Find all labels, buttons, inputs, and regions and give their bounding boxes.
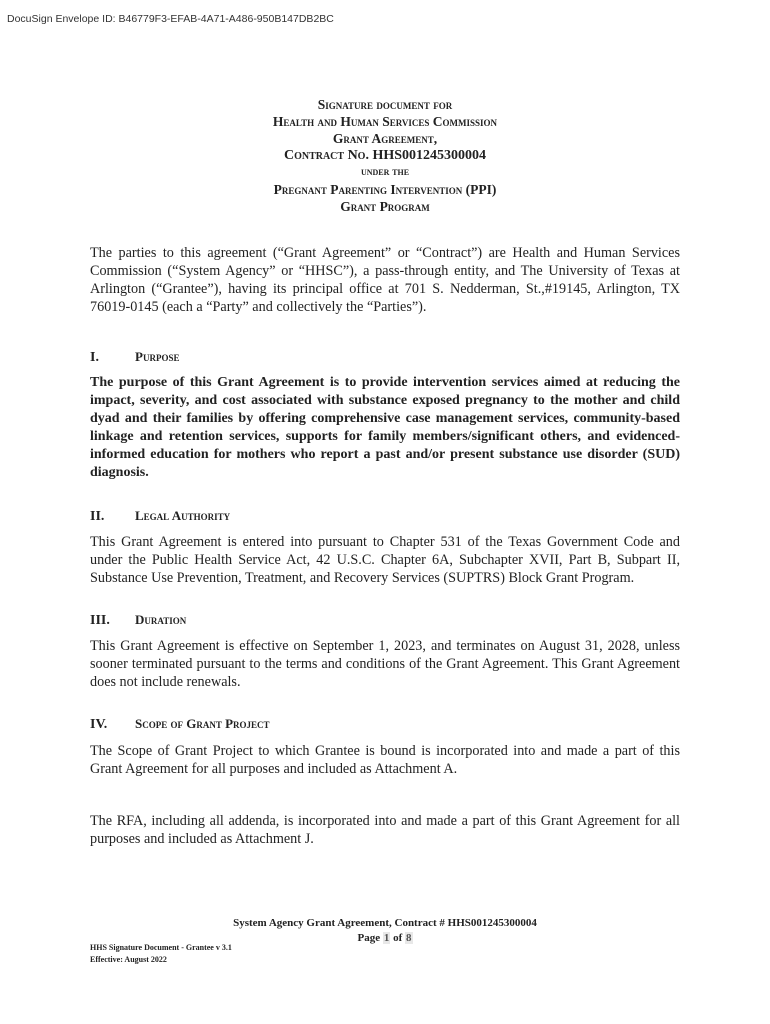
doc-version: HHS Signature Document - Grantee v 3.1: [90, 943, 232, 952]
footer-contract-line: System Agency Grant Agreement, Contract # HHS001245300004: [233, 917, 537, 929]
title-line-2: Health and Human Services Commission: [272, 114, 498, 129]
section-heading-legal-authority: [90, 508, 230, 525]
scope-paragraph-2: The RFA, including all addenda, is incorporated into and made a part of this Grant Agreement for all purposes and included as Attachment J.: [90, 813, 680, 847]
section-number: III.: [90, 613, 110, 628]
section-label: Scope of Grant Project: [135, 716, 270, 731]
scope-paragraph-1: The Scope of Grant Project to which Grantee is bound is incorporated into and made a part of this Grant Agreement for all purposes and included as Attachment A.: [90, 743, 680, 777]
section-number: IV.: [90, 717, 108, 732]
page-prefix: Page: [357, 932, 381, 944]
duration-paragraph: This Grant Agreement is effective on September 1, 2023, and terminates on August 31, 2028, unless sooner terminated pursuant to the terms and conditions of the Grant Agreement. This Grant Agreement does not include renewals.: [90, 638, 680, 690]
title-line-3: Grant Agreement,: [332, 131, 438, 146]
title-line-7: Grant Program: [340, 199, 430, 214]
section-heading-scope: [90, 716, 270, 733]
page-of: of: [393, 932, 403, 944]
page-current: 1: [383, 932, 390, 944]
effective-date: Effective: August 2022: [90, 955, 167, 964]
document-title: [0, 96, 770, 215]
section-label: Purpose: [135, 349, 180, 364]
section-number: I.: [90, 350, 99, 365]
section-label: Legal Authority: [135, 508, 231, 523]
section-heading-purpose: [90, 349, 179, 366]
section-label: Duration: [135, 612, 187, 627]
title-line-5: under the: [360, 166, 410, 178]
section-number: II.: [90, 509, 105, 524]
intro-paragraph: The parties to this agreement (“Grant Agreement” or “Contract”) are Health and Human Services Commission (“System Agency” or “HHSC”), a pass-through entity, and The University of Texas at Arlington (“Grantee”), having its principal office at 701 S. Nedderman, St.,#19145, Arlington, TX 76019-0145 (each a “Party” and collectively the “Parties”).: [90, 245, 680, 315]
title-line-6: Pregnant Parenting Intervention (PPI): [273, 182, 497, 197]
legal-authority-paragraph: This Grant Agreement is entered into pursuant to Chapter 531 of the Texas Government Code and under the Public Health Service Act, 42 U.S.C. Chapter 6A, Subchapter XVII, Part B, Subpart II, Substance Use Prevention, Treatment, and Recovery Services (SUPTRS) Block Grant Program.: [90, 534, 680, 586]
page-total: 8: [406, 932, 412, 944]
title-line-4: Contract No. HHS001245300004: [283, 148, 487, 163]
title-line-1: Signature document for: [317, 97, 453, 112]
purpose-paragraph: The purpose of this Grant Agreement is to provide intervention services aimed at reducing the impact, severity, and cost associated with substance exposed pregnancy to the mother and child dyad and their families by offering comprehensive case management services, community-based linkage and retention services, supports for family members/significant others, and evidenced-informed education for mothers who report a past and/or present substance use disorder (SUD) diagnosis.: [90, 375, 680, 480]
section-heading-duration: [90, 612, 186, 629]
document-version-info: [90, 942, 232, 966]
docusign-envelope-id: DocuSign Envelope ID: B46779F3-EFAB-4A71-A486-950B147DB2BC: [7, 13, 334, 25]
